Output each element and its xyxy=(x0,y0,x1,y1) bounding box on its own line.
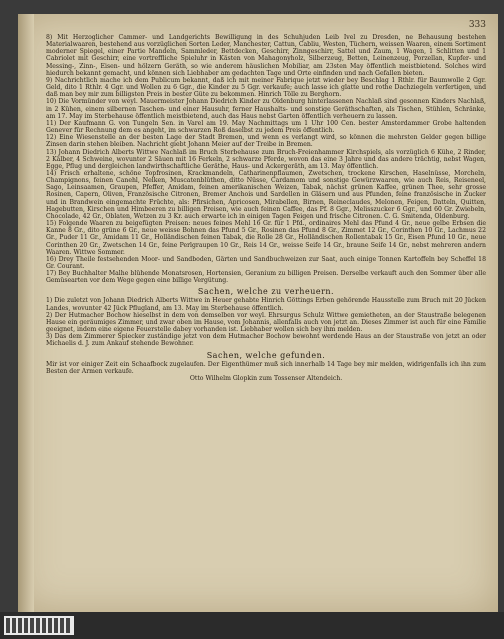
signature-line: Otto Wilhelm Glopkin zum Tossenser Altendeich. xyxy=(189,374,343,382)
section-heading-verheuern: Sachen, welche zu verheuern. xyxy=(197,287,335,297)
paragraph: 10) Die Vormünder von weyl. Mauermeister Johann Diedrich Kinder zu Oldenburg hinterlassenen Nachlaß sind gesonnen Kinders Nachlaß, in 2 Kühen, einem silbernen Taschen- und einer Hausuhr, ferner Haushalts- und sonstige Geräthschaften, als Tischen, Stühlen, Schränke, am 17. May im Sterbehause öffentlich meistbietend, auch das Haus nebst Garten öffentlich verheuern zu lassen. xyxy=(46,98,486,120)
paragraph: 16) Drey Theile festsehenden Moor- und Sandboden, Gärten und Sandbuchweizen zur Saat, auch einige Tonnen Kartoffeln bey Scheffel 18 Gr. Courant. xyxy=(46,255,486,270)
document-text xyxy=(46,34,486,608)
paragraph: 14) Frisch erhaltene, schöne Topfrosinen, Krackmandeln, Catharinenpflaumen, Zwetschen, trockene Kirschen, Haselnüsse, Morcheln, Champignons, feinen Canehl, Nelken, Muscatenblüthen, ditto Nüsse, Cardamom und sonstige Gewürzwaaren, wie auch Reis, Reiseneel, Sago, Leinsaamen, Graupen, Pfeffer, Amidam, feinen amerikanischen Weizen, Tabak, nächst grünen Kaffee, grünen Thee, sehr grosse Rosinen, Capern, Oliven, Französische Citronen, Bremer Anchois und Sardellen in Gläsern und aus Pfunden, feine französische in Zucker und in Brandwein eingemachte Früchte, als: Pfirsichen, Apricosen, Mirabellen, Birnen, Reineclaudes, Melonen, Feigen, Datteln, Quitten, Hagebutten, Kirschen und Himbeeren zu billigen Preisen, wie auch feinen Caffee, das Pf. 8 Ggr., Melisszucker 6 Ggr., und 60 Gr. Zwiebeln, Chocolade, 42 Gr., Oblaten, Wetzen zu 3 Kr. auch erwarte ich in einigen Tagen Feigen und frische Citronen. C. G. Smitenda, Oldenburg. xyxy=(46,169,486,220)
paragraph: 15) Folgende Waaren zu beigefügten Preisen: neues feines Mehl 16 Gr. für 1 Pfd., ordinaires Mehl das Pfund 4 Gr., neue gelbe Erbsen die Kanne 8 Gr., dito grüne 6 Gr., neue weisse Bohnen das Pfund 5 Gr., Rosinen das Pfund 8 Gr., Zimmet 12 Gr., Corinthen 10 Gr., Lachmus 22 Gr., Puder 11 Gr., Amidam 11 Gr., Holländischen feinen Tabak, die Rolle 28 Gr., Holländischen Rollentabak 15 Gr., Eisen Pfund 10 Gr., neue Corinthen 20 Gr., Zwetschen 14 Gr., feine Perlgraupen 10 Gr., Reis 14 Gr., weisse Seife 14 Gr., braune Seife 14 Gr., nebst mehreren andern Waaren. Wittwe Sommer. xyxy=(46,220,486,256)
paragraph: 13) Johann Diedrich Alberts Wittwe Nachlaß im Bruch Sterbehause zum Bruch-Freienhammer Kirchspiels, als vorzüglich 6 Kühe, 2 Rinder, 2 Kälber, 4 Schweine, wovunter 2 Säuen mit 16 Ferkeln, 2 schwarze Pferde, wovon das eine 3 Jahre und das andere trächtig, nebst Wagen, Egge, Pflug und dergleichen landwirthschaftliche Geräthe, Haus- und Ackergeräth, am 13. May öffentlich. xyxy=(46,148,486,170)
paragraph: 1) Die zuletzt von Johann Diedrich Alberts Wittwe in Heuer gehabte Hinrich Göttings Erben gehörende Hausstelle zum Bruch mit 20 Jücken Landes, wovunter 42 Jück Pflugland, am 13. May im Sterbehause öffentlich. xyxy=(46,297,486,312)
paragraph: 12) Eine Wiesenstelle an der besten Lage der Stadt Bremen, und wenn es verlangt wird, so können die mehrsten Gelder gegen billige Zinsen darin stehen bleiben. Nachricht giebt Johann Meier auf der Treibe in Bremen. xyxy=(46,134,486,149)
paragraph: 11) Der Kaufmann G. von Tungeln Sen. in Varel am 19. May Nachmittags um 1 Uhr 100 Cen. bester Amsterdammer Grobe haltenden Genever für Rechnung dem es angeht, im schwarzen Roß daselbst zu jedem Preis öffentlich. xyxy=(46,119,486,135)
paragraph: 9) Nachrichtlich mache ich dem Publicum bekannt, daß ich mit meiner Fabrique jetzt wieder bey Beschlag 1 Rthlr. für Baumwolle 2 Ggr. Geld, dito 1 Rthlr. 4 Ggr. und Wollen zu 6 Ggr., die Kinder zu 5 Ggr. verkaufe; auch lasse ich glatte und rothe Dachziegeln verfertigen, und daß man bey mir zum billigsten Preis in bester Güte zu bekommen. Hinrich Tölle zu Berghorn. xyxy=(46,76,486,99)
paragraph: Mir ist vor einiger Zeit ein Schaafbock zugelaufen. Der Eigenthümer muß sich innerhalb 14 Tage bey mir melden, widrigenfalls ich ihn zum Besten der Armen verkaufe. xyxy=(46,360,486,375)
paragraph: 3) Das dem Zimmerer Spiecker zuständige jetzt von dem Hutmacher Bochow bewohnt werdende Haus an der Staustraße von jetzt an oder Michaelis d. J. zum Ankauf stehende Bewohner. xyxy=(46,333,486,348)
viewer-footer xyxy=(0,612,504,639)
paragraph: 2) Der Hutmacher Bochow hieselbst in dem von demselben vor weyl. Ehrsurgus Schulz Wittwe gemietheten, an der Staustraße belegenen Hause ein geräumiges Zimmer, und zwar oben im Hause, vom Johannis, allenfalls auch von jetzt an. Dieses Zimmer ist auch für eine Familie geeignet, indem eine eigene Feuerstelle dabey vorhanden ist. Liebhaber wollen sich bey ihm melden. xyxy=(46,311,486,334)
section-heading-gefunden: Sachen, welche gefunden. xyxy=(206,350,326,360)
document-page xyxy=(18,14,498,612)
paragraph: 17) Bey Buchhalter Malhe blühende Monatsrosen, Hortensien, Geranium zu billigen Preisen. Derselbe verkauft auch den Sommer über alle Gemüsearten vor dem Wege gegen eine billige Vergütung. xyxy=(46,270,486,285)
page-number: 333 xyxy=(468,20,486,30)
paragraph: 8) Mit Herzoglicher Cammer- und Landgerichts Bewilligung in des Schuhjuden Leib Ivel zu Dresden, ne Behausung bestehen Materialwaaren, bestehend aus vorzüglichen Sorten Leder, Manchester, Cattun, Cabliu, Westen, Tüchern, weissen Waaren, einem Sortiment moderner Spiegel, einer Partie Mandeln, Sammleder, Bettdecken, Geschirr, Zinngeschirr, Sattel und Zaum, 1 Wagen, 1 Schlitten und 1 Cabriolet mit Geschirr, eine vortreffliche Spieluhr in Kästen von Mahagonyholz, Silberzeug, Betten, Leinenzeug, Porzellan, Kupfer- und Messing-, Zinn-, Eisen- und hölzern Geräth, so wie anderem häuslichen Mobiliar, am 23sten May öffentlich meistbietend. Solches wird hiedurch bekannt gemacht, und können sich Liebhaber am gedachten Tage und Orte einfinden und nach Gefallen bieten. xyxy=(46,34,486,77)
library-logo-icon xyxy=(4,616,74,635)
